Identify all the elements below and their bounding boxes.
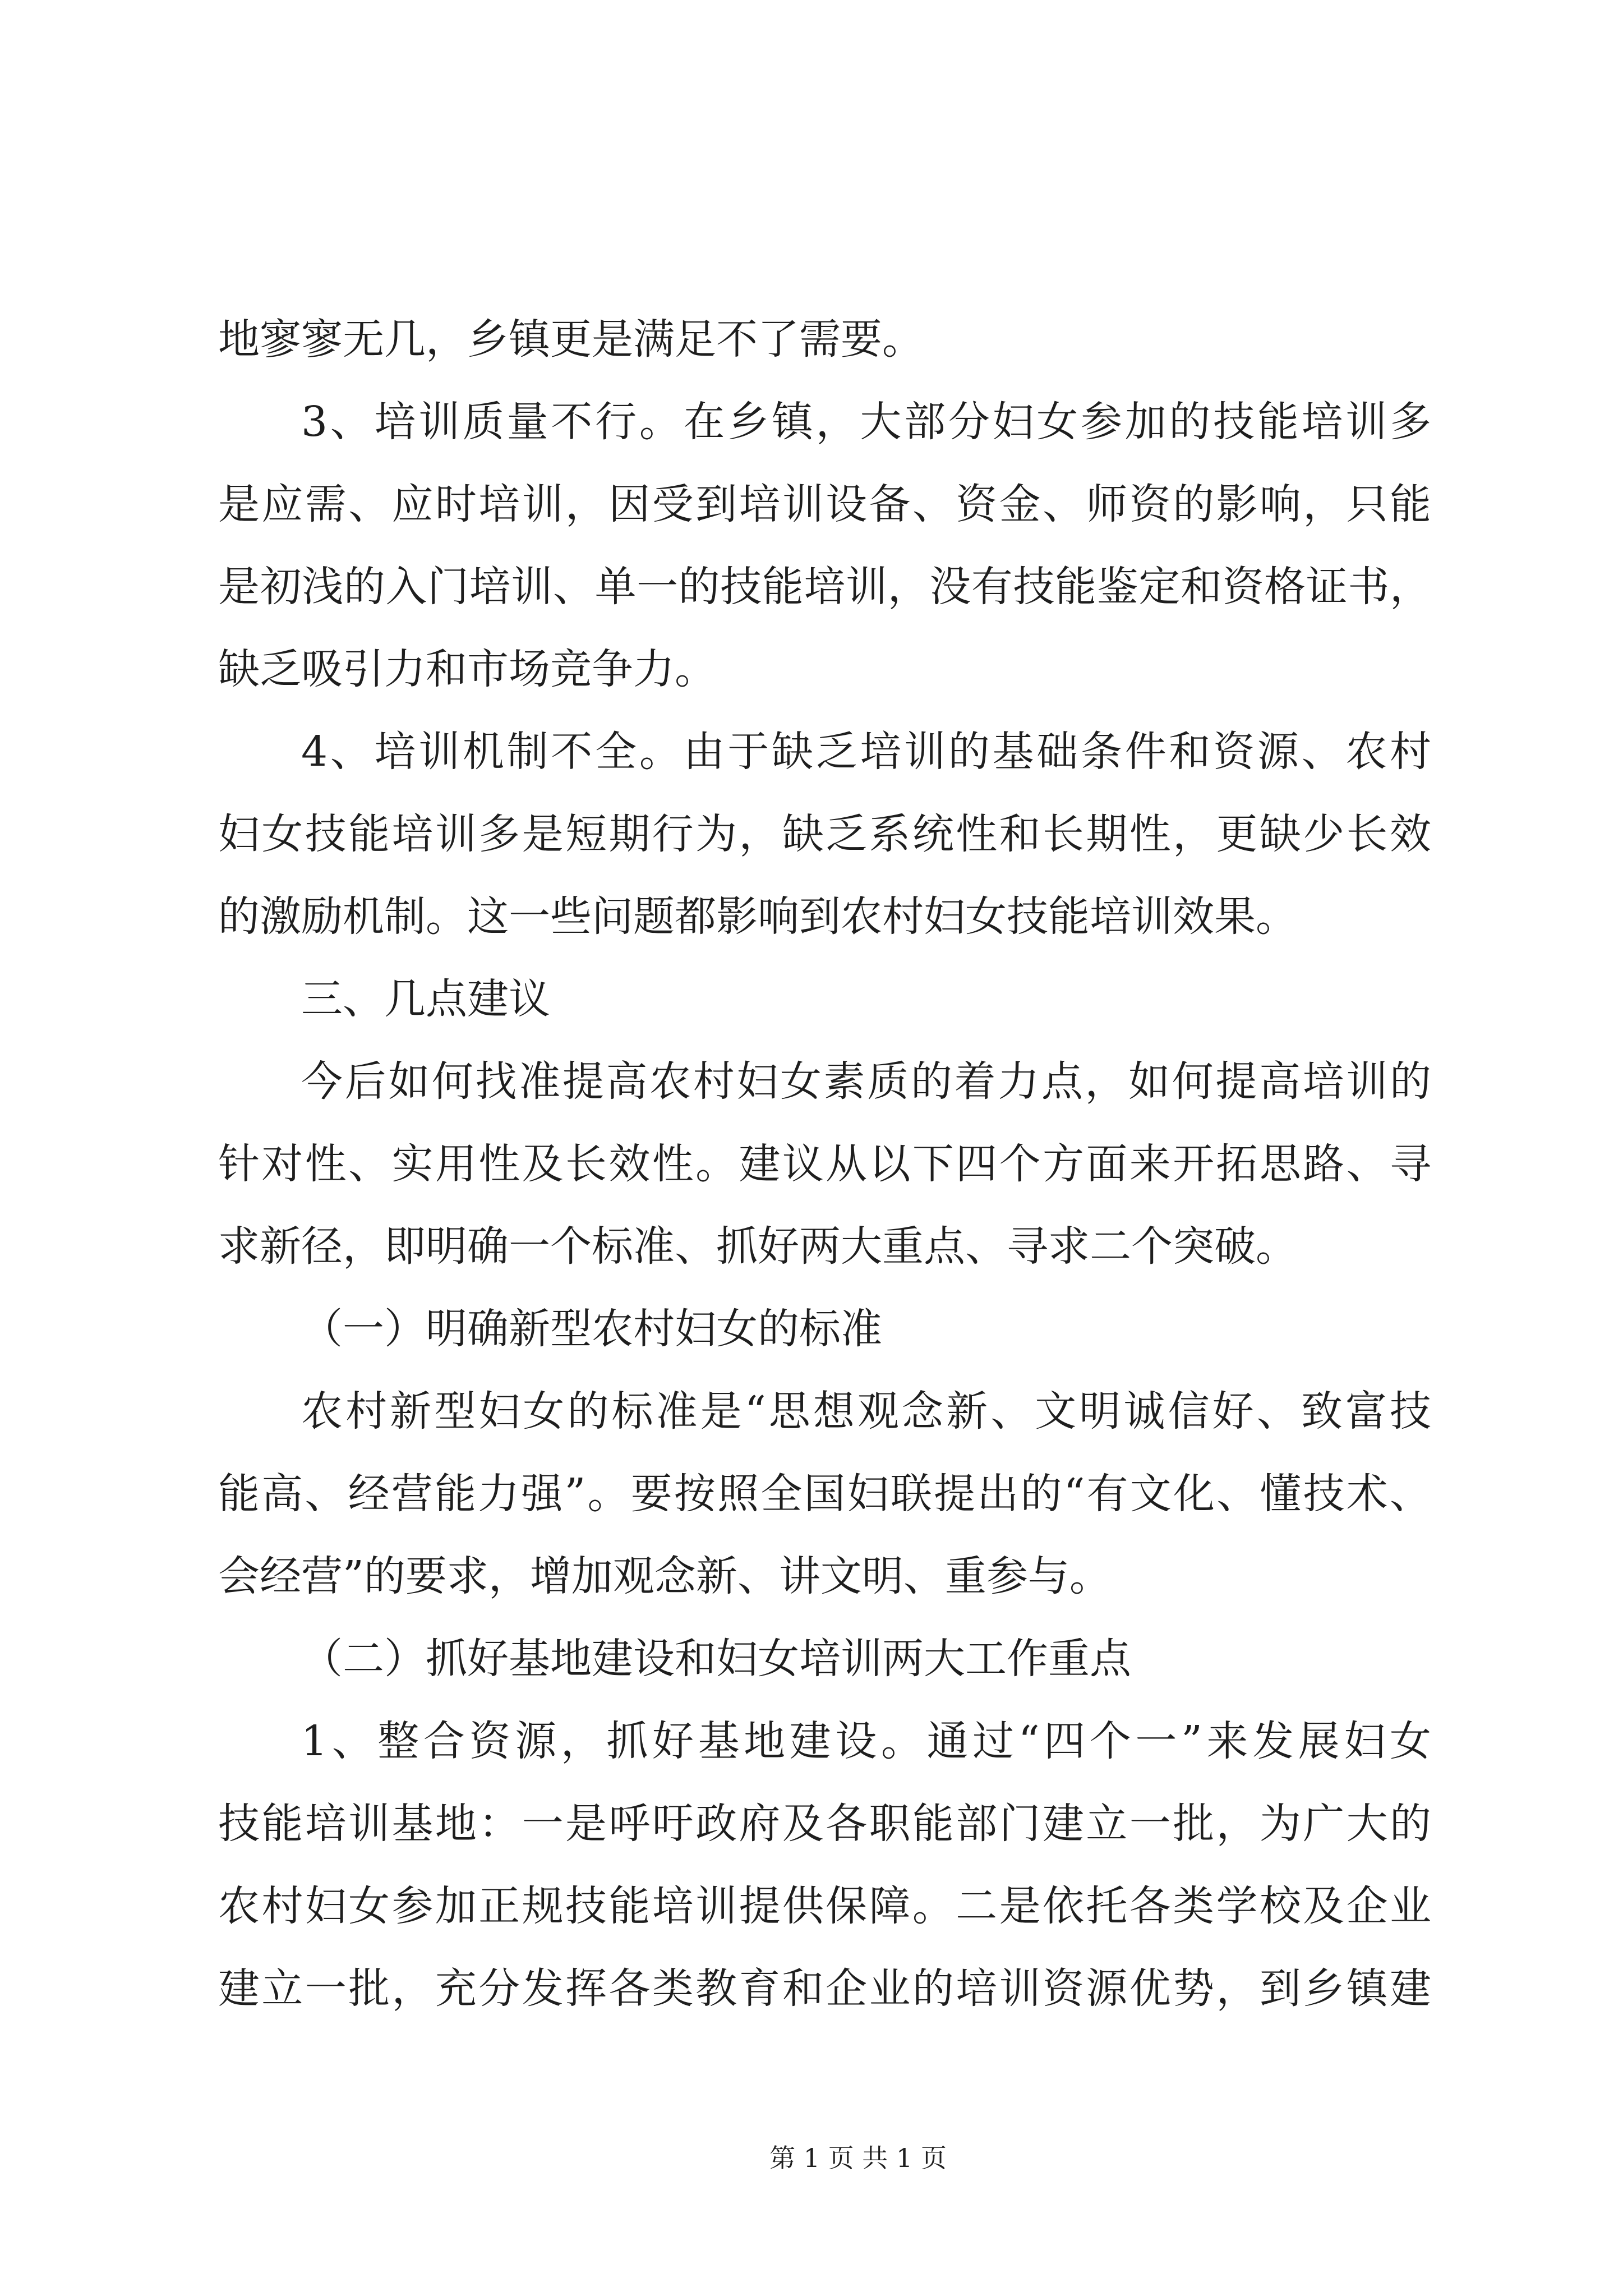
paragraph-standard: [218, 1370, 1431, 1618]
text-line: （二）抓好基地建设和妇女培训两大工作重点: [301, 1635, 1131, 1683]
text-line: 能高、经营能力强”。要按照全国妇联提出的“有文化、懂技术、: [218, 1470, 1431, 1518]
subsection-heading: [218, 1288, 1431, 1370]
text-line: 求新径，即明确一个标准、抓好两大重点、寻求二个突破。: [218, 1222, 1297, 1271]
text-line: 今后如何找准提高农村妇女素质的着力点，如何提高培训的: [301, 1057, 1431, 1106]
text-line: 会经营”的要求，增加观念新、讲文明、重参与。: [218, 1552, 1111, 1600]
text-line: 是初浅的入门培训、单一的技能培训，没有技能鉴定和资格证书，: [218, 563, 1431, 611]
text-line: 3、培训质量不行。在乡镇，大部分妇女参加的技能培训多: [301, 398, 1431, 446]
text-line: 是应需、应时培训，因受到培训设备、资金、师资的影响，只能: [218, 480, 1431, 528]
text-line: 1、整合资源，抓好基地建设。通过“四个一”来发展妇女: [301, 1717, 1431, 1765]
paragraph-training-quality: [218, 381, 1431, 711]
text-line: 针对性、实用性及长效性。建议从以下四个方面来开拓思路、寻: [218, 1140, 1431, 1188]
text-line: 建立一批，充分发挥各类教育和企业的培训资源优势，到乡镇建: [218, 1964, 1431, 2013]
text-line: 的激励机制。这一些问题都影响到农村妇女技能培训效果。: [218, 892, 1297, 941]
text-line: 农村新型妇女的标准是“思想观念新、文明诚信好、致富技: [301, 1387, 1431, 1435]
paragraph-continued: [218, 298, 1431, 381]
paragraph-suggestions-intro: [218, 1041, 1431, 1288]
page-footer: 第 1 页 共 1 页: [769, 2143, 947, 2173]
text-line: 地寥寥无几，乡镇更是满足不了需要。: [218, 315, 924, 364]
subsection-heading: [218, 1618, 1431, 1700]
paragraph-training-mechanism: [218, 711, 1431, 958]
document-body: [218, 298, 1431, 2030]
text-line: 妇女技能培训多是短期行为，缺乏系统性和长期性，更缺少长效: [218, 810, 1431, 858]
section-heading: [218, 958, 1431, 1041]
paragraph-base-construction: [218, 1700, 1431, 2030]
text-line: （一）明确新型农村妇女的标准: [301, 1305, 882, 1353]
text-line: 农村妇女参加正规技能培训提供保障。二是依托各类学校及企业: [218, 1882, 1431, 1930]
text-line: 缺乏吸引力和市场竞争力。: [218, 645, 716, 693]
text-line: 4、培训机制不全。由于缺乏培训的基础条件和资源、农村: [301, 728, 1431, 776]
text-line: 三、几点建议: [301, 975, 550, 1023]
text-line: 技能培训基地：一是呼吁政府及各职能部门建立一批，为广大的: [218, 1800, 1431, 1848]
